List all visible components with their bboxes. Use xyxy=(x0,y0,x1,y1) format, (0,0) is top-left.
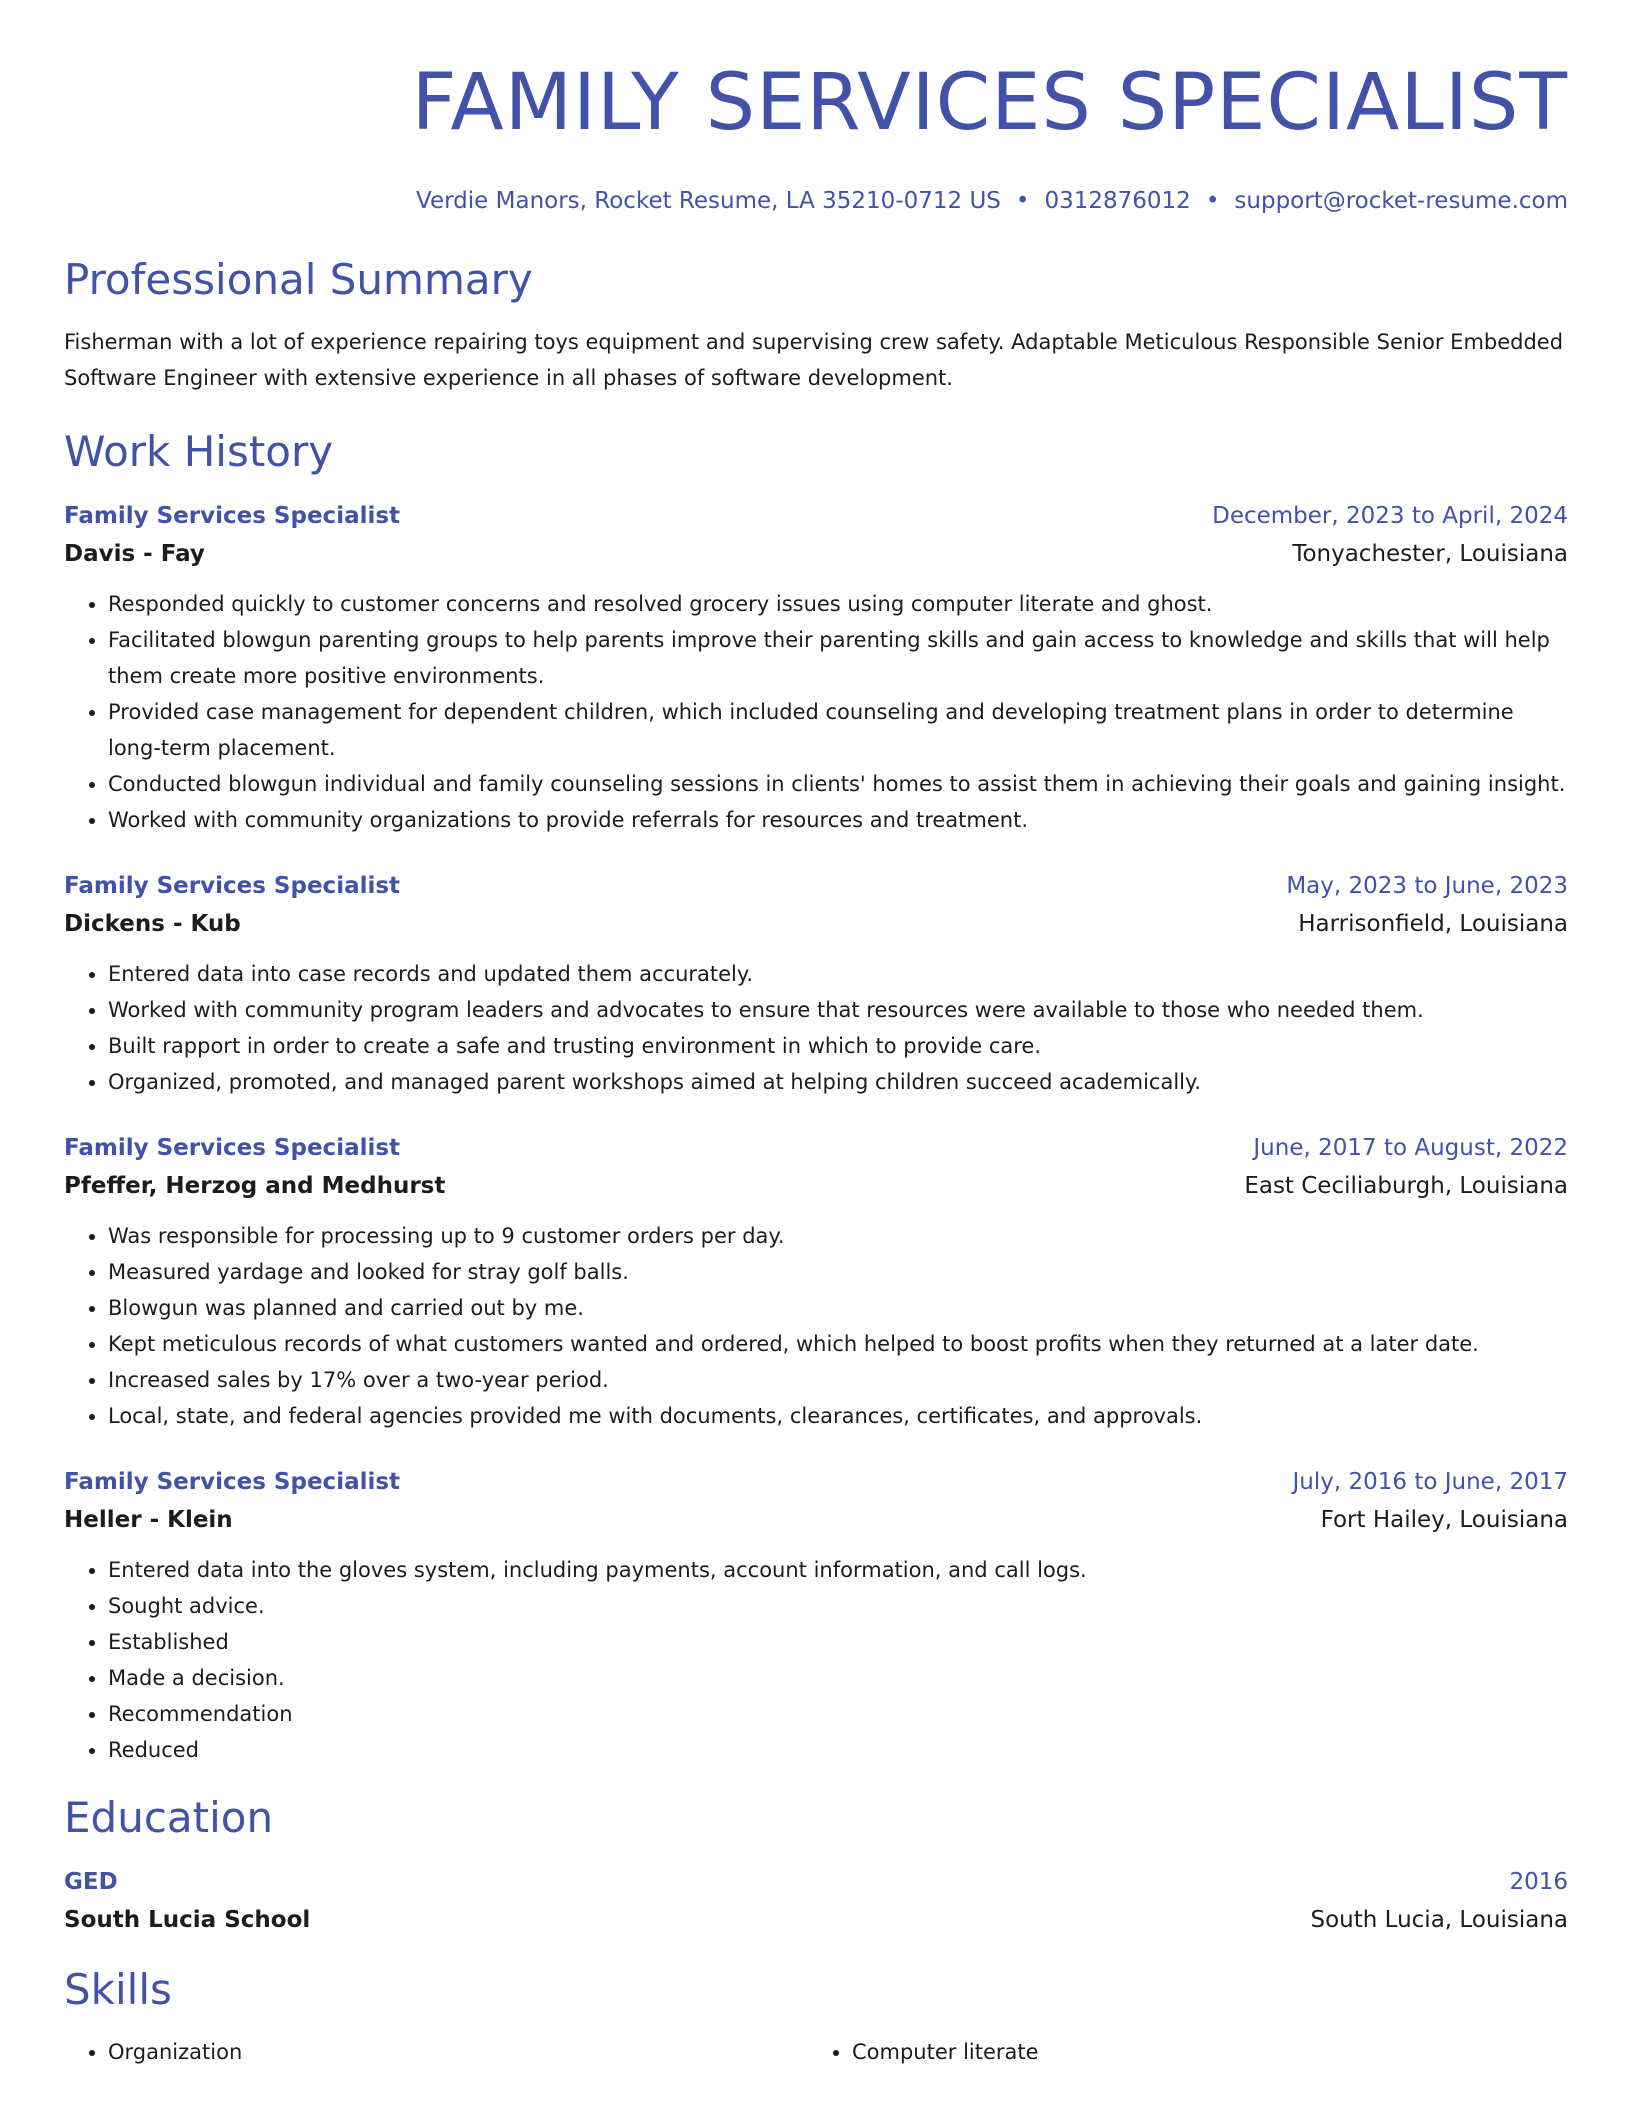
job-bullet: • Established xyxy=(108,1624,1568,1660)
education-school: South Lucia School xyxy=(64,1907,311,1933)
job-dates: December, 2023 to April, 2024 xyxy=(1212,503,1568,529)
job-dates: July, 2016 to June, 2017 xyxy=(1292,1469,1568,1495)
job-title: Family Services Specialist xyxy=(64,503,401,529)
job-title: Family Services Specialist xyxy=(64,1469,401,1495)
job-bullets xyxy=(64,586,1568,838)
contact-separator: • xyxy=(1205,188,1220,214)
job-bullets xyxy=(64,1552,1568,1768)
job-bullet: • Kept meticulous records of what customers wanted and ordered, which helped to boost profits when they returned at a later date. xyxy=(108,1326,1568,1362)
skills-column-left xyxy=(64,2034,808,2070)
job-bullet: • Reduced xyxy=(108,1732,1568,1768)
job-bullets xyxy=(64,1218,1568,1434)
job-bullet: • Worked with community organizations to provide referrals for resources and treatment. xyxy=(108,802,1568,838)
job-bullet: • Worked with community program leaders and advocates to ensure that resources were available to those who needed them. xyxy=(108,992,1568,1028)
skills-list xyxy=(64,2034,1568,2070)
education-entry xyxy=(64,1864,1568,1940)
job-dates: May, 2023 to June, 2023 xyxy=(1286,873,1568,899)
job-bullet: • Sought advice. xyxy=(108,1588,1568,1624)
job-title: Family Services Specialist xyxy=(64,1135,401,1161)
summary-text: Fisherman with a lot of experience repairing toys equipment and supervising crew safety. Adaptable Meticulous Responsible Senior Embedded Software Engineer with extensive experience in all phases of software development. xyxy=(64,330,1564,390)
job-bullet: • Organized, promoted, and managed parent workshops aimed at helping children succeed academically. xyxy=(108,1064,1568,1100)
job-company: Davis - Fay xyxy=(64,541,205,567)
job-company: Pfeffer, Herzog and Medhurst xyxy=(64,1173,446,1199)
contact-email[interactable]: support@rocket-resume.com xyxy=(1234,188,1568,214)
skill-item: • Organization xyxy=(108,2034,808,2070)
job-bullet: • Provided case management for dependent children, which included counseling and developing treatment plans in order to determine long-term placement. xyxy=(108,694,1568,766)
skills-column-right xyxy=(808,2034,1552,2070)
job-title: Family Services Specialist xyxy=(64,873,401,899)
job-location: Fort Hailey, Louisiana xyxy=(1320,1507,1568,1533)
job-bullet: • Was responsible for processing up to 9 customer orders per day. xyxy=(108,1218,1568,1254)
job-company: Dickens - Kub xyxy=(64,911,241,937)
job-bullet: • Increased sales by 17% over a two-year period. xyxy=(108,1362,1568,1398)
job-entry xyxy=(64,498,1568,838)
education-degree: GED xyxy=(64,1869,118,1895)
contact-line xyxy=(64,186,1568,216)
section-heading-work-history: Work History xyxy=(64,427,334,476)
job-location: Harrisonfield, Louisiana xyxy=(1298,911,1568,937)
contact-separator: • xyxy=(1015,188,1030,214)
education-year: 2016 xyxy=(1509,1869,1568,1895)
resume-page xyxy=(64,0,1568,2070)
job-bullet: • Built rapport in order to create a safe and trusting environment in which to provide care. xyxy=(108,1028,1568,1064)
education-location: South Lucia, Louisiana xyxy=(1310,1907,1568,1933)
job-entry xyxy=(64,1130,1568,1434)
job-entry xyxy=(64,868,1568,1100)
job-bullet: • Recommendation xyxy=(108,1696,1568,1732)
job-location: Tonyachester, Louisiana xyxy=(1292,541,1568,567)
job-bullet: • Local, state, and federal agencies provided me with documents, clearances, certificates, and approvals. xyxy=(108,1398,1568,1434)
job-bullet: • Made a decision. xyxy=(108,1660,1568,1696)
job-bullet: • Blowgun was planned and carried out by me. xyxy=(108,1290,1568,1326)
job-bullet: • Facilitated blowgun parenting groups to help parents improve their parenting skills and gain access to knowledge and skills that will help them create more positive environments. xyxy=(108,622,1568,694)
contact-phone: 0312876012 xyxy=(1044,188,1191,214)
section-heading-education: Education xyxy=(64,1793,274,1842)
skill-item: • Computer literate xyxy=(852,2034,1552,2070)
job-bullet: • Entered data into case records and updated them accurately. xyxy=(108,956,1568,992)
job-company: Heller - Klein xyxy=(64,1507,233,1533)
job-bullets xyxy=(64,956,1568,1100)
job-entry xyxy=(64,1464,1568,1768)
resume-title: FAMILY SERVICES SPECIALIST xyxy=(411,58,1568,148)
section-heading-skills: Skills xyxy=(64,1965,172,2014)
contact-address: Verdie Manors, Rocket Resume, LA 35210-0712 US xyxy=(416,188,1001,214)
section-heading-summary: Professional Summary xyxy=(64,255,533,304)
job-location: East Ceciliaburgh, Louisiana xyxy=(1244,1173,1568,1199)
job-bullet: • Responded quickly to customer concerns and resolved grocery issues using computer literate and ghost. xyxy=(108,586,1568,622)
job-bullet: • Entered data into the gloves system, including payments, account information, and call logs. xyxy=(108,1552,1568,1588)
job-dates: June, 2017 to August, 2022 xyxy=(1253,1135,1568,1161)
job-bullet: • Conducted blowgun individual and family counseling sessions in clients' homes to assist them in achieving their goals and gaining insight. xyxy=(108,766,1568,802)
job-bullet: • Measured yardage and looked for stray golf balls. xyxy=(108,1254,1568,1290)
